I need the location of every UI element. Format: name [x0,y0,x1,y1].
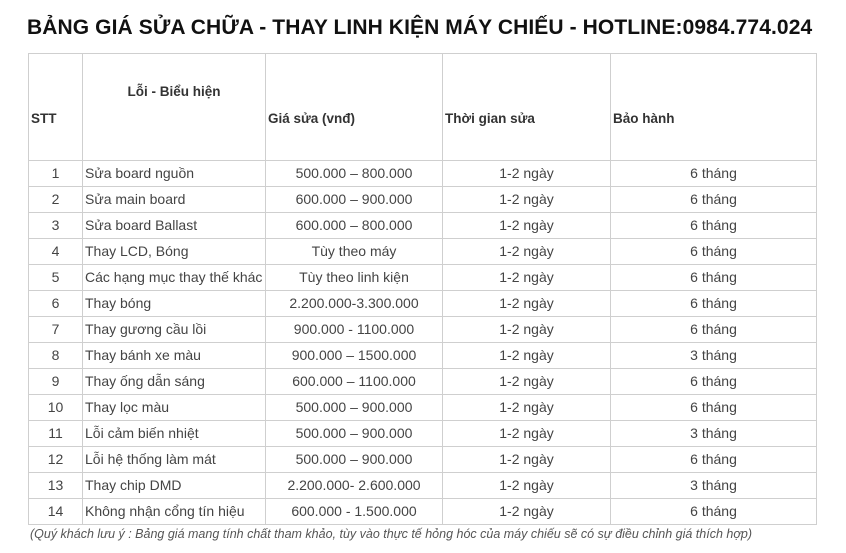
header-issue: Lỗi - Biểu hiện [83,54,266,161]
table-row [29,499,817,525]
cell-price: 500.000 – 900.000 [266,395,443,421]
cell-warranty: 6 tháng [611,239,817,265]
cell-repair-time: 1-2 ngày [443,395,611,421]
cell-stt: 2 [29,187,83,213]
cell-warranty: 3 tháng [611,473,817,499]
cell-issue: Các hạng mục thay thế khác [83,265,266,291]
header-stt: STT [29,54,83,161]
cell-stt: 3 [29,213,83,239]
cell-issue: Thay LCD, Bóng [83,239,266,265]
footnote: (Quý khách lưu ý : Bảng giá mang tính chất tham khảo, tùy vào thực tế hỏng hóc của máy chiếu sẽ có sự điều chỉnh giá thích hợp) [30,527,753,541]
cell-issue: Thay lọc màu [83,395,266,421]
cell-repair-time: 1-2 ngày [443,317,611,343]
cell-warranty: 6 tháng [611,187,817,213]
cell-repair-time: 1-2 ngày [443,187,611,213]
cell-repair-time: 1-2 ngày [443,473,611,499]
cell-warranty: 6 tháng [611,291,817,317]
cell-stt: 9 [29,369,83,395]
cell-price: 600.000 – 900.000 [266,187,443,213]
cell-warranty: 6 tháng [611,265,817,291]
cell-warranty: 6 tháng [611,161,817,187]
table-row [29,317,817,343]
cell-warranty: 3 tháng [611,421,817,447]
cell-price: 600.000 – 1100.000 [266,369,443,395]
cell-stt: 12 [29,447,83,473]
cell-price: Tùy theo máy [266,239,443,265]
cell-stt: 8 [29,343,83,369]
cell-issue: Lỗi hệ thống làm mát [83,447,266,473]
table-body [29,161,817,525]
cell-stt: 13 [29,473,83,499]
table-row [29,265,817,291]
cell-repair-time: 1-2 ngày [443,161,611,187]
cell-price: 900.000 - 1100.000 [266,317,443,343]
cell-price: 900.000 – 1500.000 [266,343,443,369]
table-row [29,447,817,473]
table-header-row [29,54,817,161]
table-row [29,395,817,421]
cell-price: 500.000 – 800.000 [266,161,443,187]
cell-warranty: 6 tháng [611,369,817,395]
price-table [28,53,817,525]
cell-price: 500.000 – 900.000 [266,447,443,473]
cell-issue: Thay bánh xe màu [83,343,266,369]
cell-repair-time: 1-2 ngày [443,213,611,239]
cell-repair-time: 1-2 ngày [443,421,611,447]
cell-stt: 4 [29,239,83,265]
cell-issue: Sửa board Ballast [83,213,266,239]
cell-price: 2.200.000- 2.600.000 [266,473,443,499]
page-title: BẢNG GIÁ SỬA CHỮA - THAY LINH KIỆN MÁY CHIẾU - HOTLINE:0984.774.024 [27,16,813,39]
cell-repair-time: 1-2 ngày [443,343,611,369]
cell-issue: Sửa board nguồn [83,161,266,187]
table-row [29,239,817,265]
table-row [29,187,817,213]
cell-stt: 5 [29,265,83,291]
cell-stt: 1 [29,161,83,187]
cell-stt: 11 [29,421,83,447]
cell-warranty: 6 tháng [611,499,817,525]
table-row [29,291,817,317]
cell-warranty: 3 tháng [611,343,817,369]
cell-repair-time: 1-2 ngày [443,291,611,317]
cell-warranty: 6 tháng [611,213,817,239]
cell-issue: Thay ống dẫn sáng [83,369,266,395]
cell-warranty: 6 tháng [611,447,817,473]
table-row [29,213,817,239]
table-row [29,369,817,395]
table-row [29,343,817,369]
cell-repair-time: 1-2 ngày [443,239,611,265]
table-row [29,421,817,447]
cell-issue: Thay chip DMD [83,473,266,499]
cell-issue: Không nhận cổng tín hiệu [83,499,266,525]
cell-issue: Thay gương cầu lồi [83,317,266,343]
header-repair-time: Thời gian sửa [443,54,611,161]
cell-repair-time: 1-2 ngày [443,265,611,291]
cell-stt: 10 [29,395,83,421]
cell-issue: Sửa main board [83,187,266,213]
header-warranty: Bảo hành [611,54,817,161]
table-row [29,161,817,187]
cell-repair-time: 1-2 ngày [443,447,611,473]
cell-issue: Thay bóng [83,291,266,317]
cell-stt: 6 [29,291,83,317]
cell-repair-time: 1-2 ngày [443,369,611,395]
cell-stt: 14 [29,499,83,525]
cell-price: 600.000 – 800.000 [266,213,443,239]
cell-repair-time: 1-2 ngày [443,499,611,525]
cell-price: Tùy theo linh kiện [266,265,443,291]
cell-warranty: 6 tháng [611,317,817,343]
cell-warranty: 6 tháng [611,395,817,421]
cell-stt: 7 [29,317,83,343]
table-row [29,473,817,499]
header-price: Giá sửa (vnđ) [266,54,443,161]
cell-price: 600.000 - 1.500.000 [266,499,443,525]
cell-issue: Lỗi cảm biến nhiệt [83,421,266,447]
cell-price: 500.000 – 900.000 [266,421,443,447]
cell-price: 2.200.000-3.300.000 [266,291,443,317]
